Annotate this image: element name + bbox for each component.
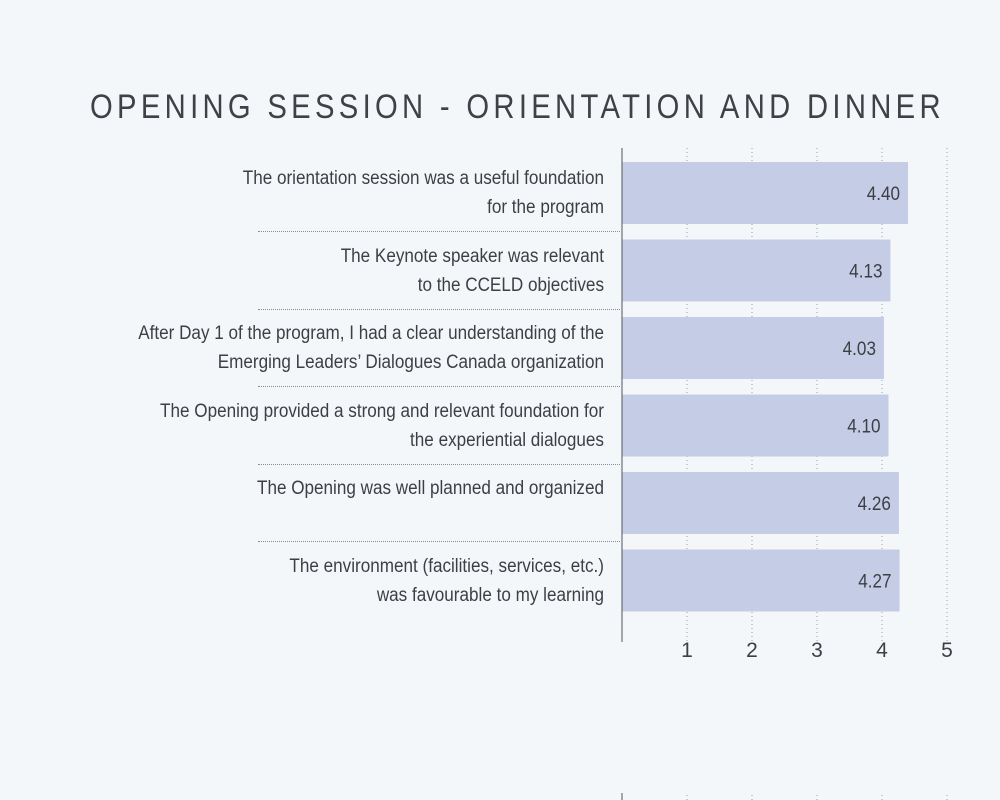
category-label-line: The orientation session was a useful foundation [242, 168, 604, 189]
category-label-line: to the CCELD objectives [417, 274, 604, 296]
category-label-line: The Opening provided a strong and relevant foundation for [160, 400, 604, 422]
data-label-2: 4.13 [849, 260, 883, 282]
data-label-3: 4.03 [842, 338, 876, 360]
category-label-line: The Keynote speaker was relevant [340, 245, 604, 267]
bar-1 [622, 162, 908, 224]
data-label-6: 4.27 [858, 570, 892, 592]
x-tick-label-3: 3 [811, 639, 823, 662]
category-label-line: for the program [487, 197, 604, 218]
chart-title: OPENING SESSION - ORIENTATION AND DINNER [90, 88, 945, 126]
category-label-line: The environment (facilities, services, etc.) [289, 555, 604, 577]
category-label-line: was favourable to my learning [376, 584, 604, 606]
category-label-line: the experiential dialogues [410, 429, 604, 451]
data-label-5: 4.26 [857, 493, 891, 515]
category-label-line: The Opening was well planned and organized [257, 478, 604, 499]
x-tick-label-2: 2 [746, 639, 758, 662]
category-label-line: Emerging Leaders’ Dialogues Canada organization [217, 352, 604, 373]
x-tick-label-4: 4 [876, 639, 888, 662]
x-tick-label-5: 5 [941, 639, 953, 662]
data-label-4: 4.10 [847, 415, 881, 437]
data-label-1: 4.40 [866, 183, 900, 205]
category-label-line: After Day 1 of the program, I had a clear understanding of the [138, 323, 605, 344]
x-tick-label-1: 1 [681, 639, 693, 662]
